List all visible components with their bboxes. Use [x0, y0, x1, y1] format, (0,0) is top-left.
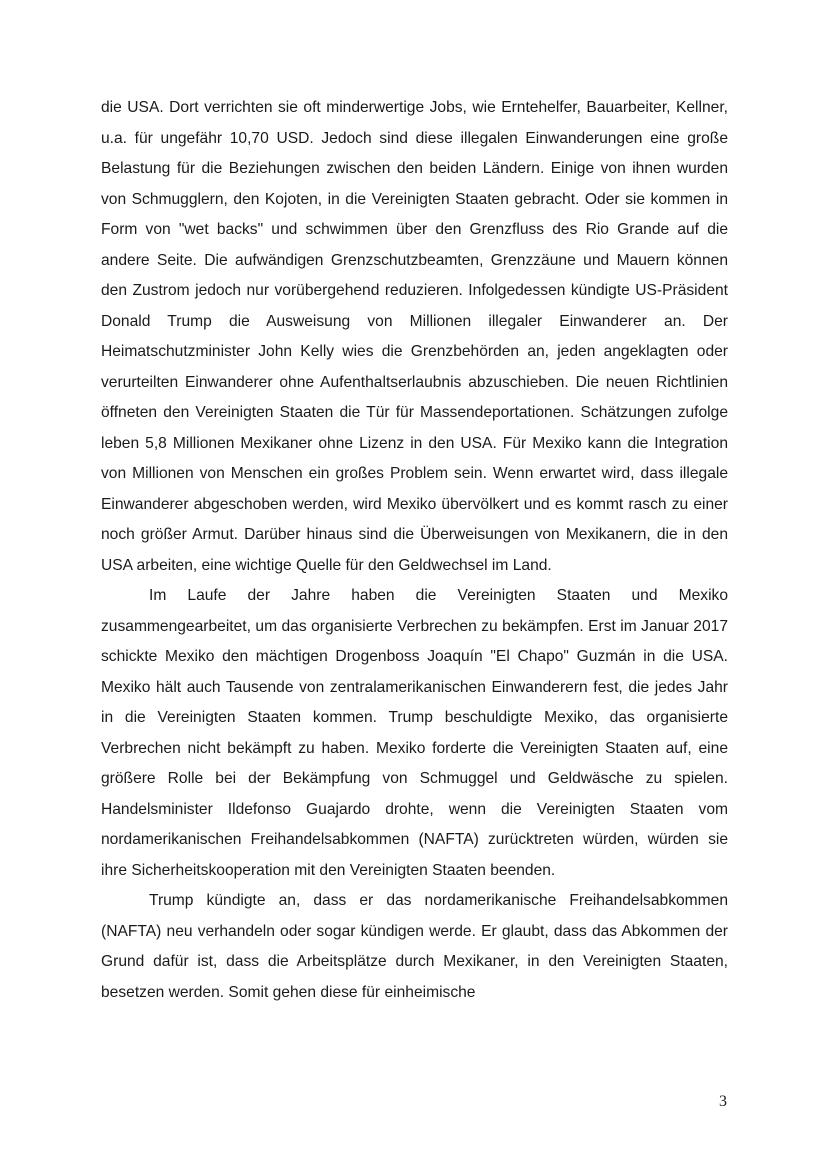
page-number: 3 — [719, 1093, 727, 1110]
paragraph-3: Trump kündigte an, dass er das nordamerikanische Freihandelsabkommen (NAFTA) neu verhandeln oder sogar kündigen werde. Er glaubt, dass das Abkommen der Grund dafür ist, dass die Arbeitsplätze durch Mexikaner, in den Vereinigten Staaten, besetzen werden. Somit gehen diese für einheimische — [101, 892, 728, 1001]
body-text — [101, 93, 728, 1008]
paragraph-1: die USA. Dort verrichten sie oft minderwertige Jobs, wie Erntehelfer, Bauarbeiter, Kellner, u.a. für ungefähr 10,70 USD. Jedoch sind diese illegalen Einwanderungen eine große Belastung für die Beziehungen zwischen den beiden Ländern. Einige von ihnen wurden von Schmugglern, den Kojoten, in die Vereinigten Staaten gebracht. Oder sie kommen in Form von "wet backs" und schwimmen über den Grenzfluss des Rio Grande auf die andere Seite. Die aufwändigen Grenzschutzbeamten, Grenzzäune und Mauern können den Zustrom jedoch nur vorübergehend reduzieren. Infolgedessen kündigte US-Präsident Donald Trump die Ausweisung von Millionen illegaler Einwanderer an. Der Heimatschutzminister John Kelly wies die Grenzbehörden an, jeden angeklagten oder verurteilten Einwanderer ohne Aufenthaltserlaubnis abzuschieben. Die neuen Richtlinien öffneten den Vereinigten Staaten die Tür für Massendeportationen. Schätzungen zufolge leben 5,8 Millionen Mexikaner ohne Lizenz in den USA. Für Mexiko kann die Integration von Millionen von Menschen ein großes Problem sein. Wenn erwartet wird, dass illegale Einwanderer abgeschoben werden, wird Mexiko übervölkert und es kommt rasch zu einer noch größer Armut. Darüber hinaus sind die Überweisungen von Mexikanern, die in den USA arbeiten, eine wichtige Quelle für den Geldwechsel im Land. — [101, 99, 728, 574]
paragraph-2: Im Laufe der Jahre haben die Vereinigten Staaten und Mexiko zusammengearbeitet, um das organisierte Verbrechen zu bekämpfen. Erst im Januar 2017 schickte Mexiko den mächtigen Drogenboss Joaquín "El Chapo" Guzmán in die USA. Mexiko hält auch Tausende von zentralamerikanischen Einwanderern fest, die jedes Jahr in die Vereinigten Staaten kommen. Trump beschuldigte Mexiko, das organisierte Verbrechen nicht bekämpft zu haben. Mexiko forderte die Vereinigten Staaten auf, eine größere Rolle bei der Bekämpfung von Schmuggel und Geldwäsche zu spielen. Handelsminister Ildefonso Guajardo drohte, wenn die Vereinigten Staaten vom nordamerikanischen Freihandelsabkommen (NAFTA) zurücktreten würden, würden sie ihre Sicherheitskooperation mit den Vereinigten Staaten beenden. — [101, 587, 728, 879]
